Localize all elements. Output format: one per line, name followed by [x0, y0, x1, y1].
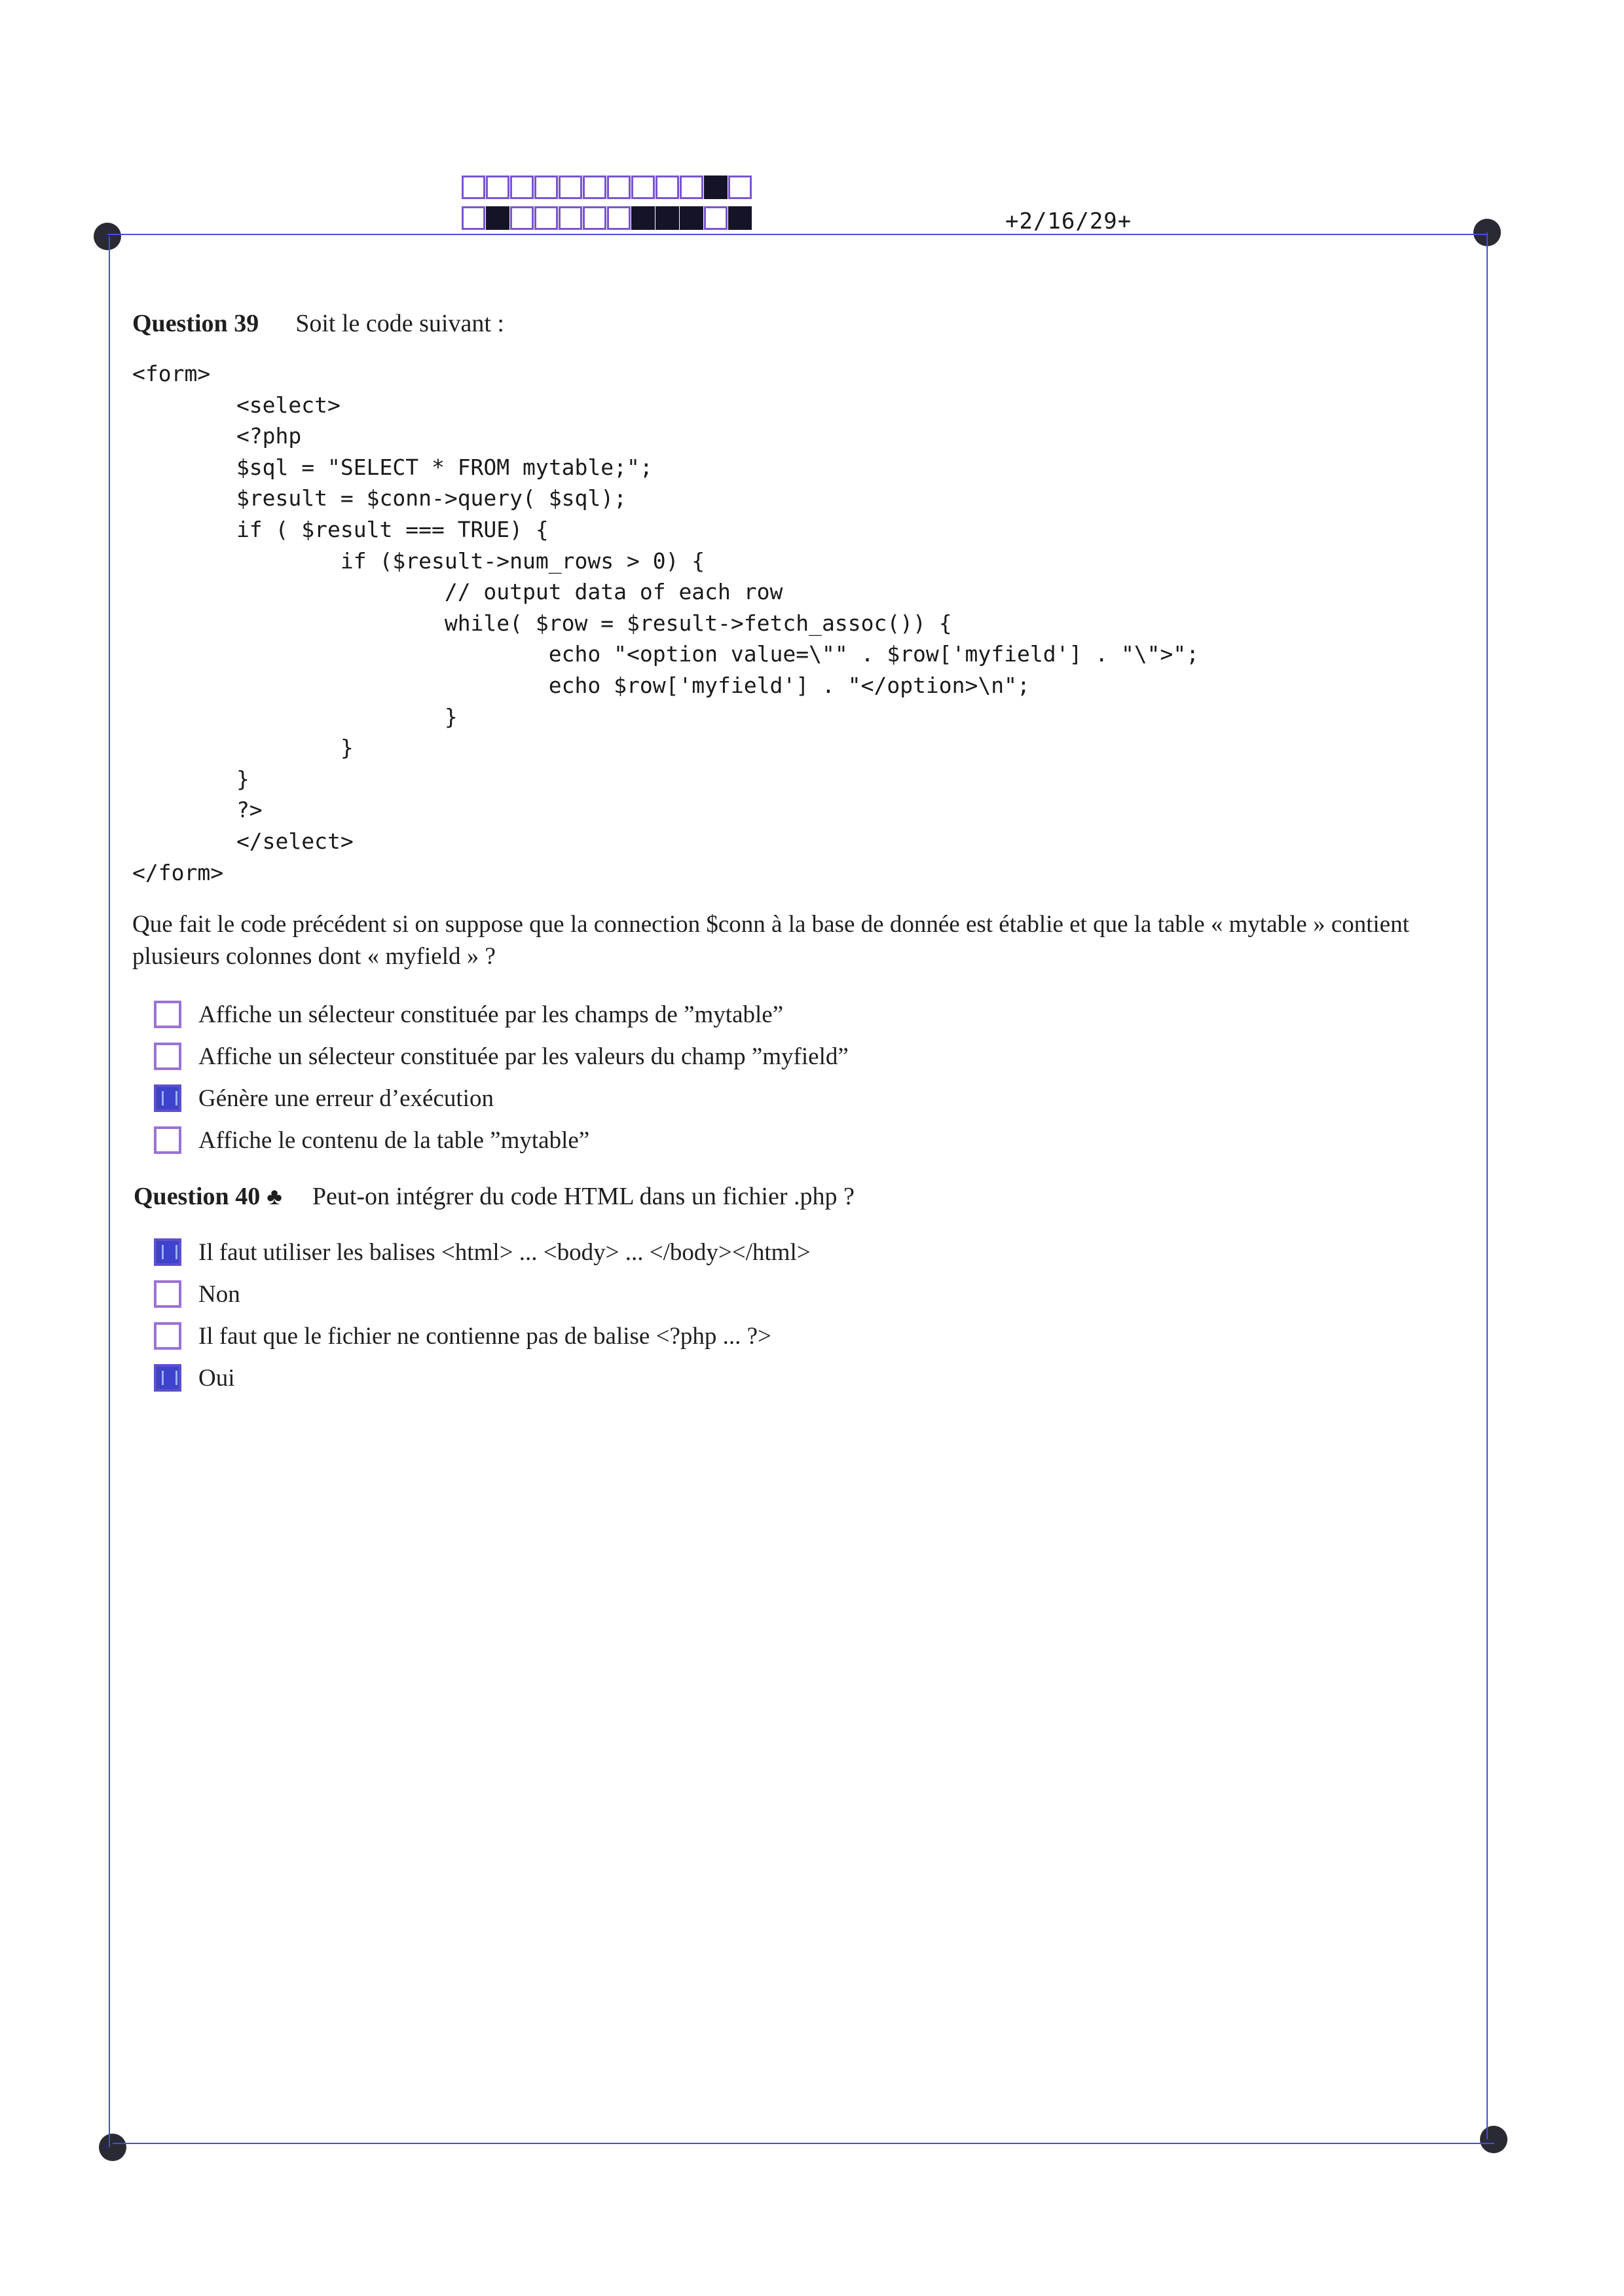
code-box: [704, 206, 728, 230]
frame-bottom: [113, 2143, 1494, 2144]
question-39-heading: [132, 309, 504, 338]
answer-text: Non: [198, 1280, 240, 1308]
answer-checkbox[interactable]: [154, 1238, 181, 1266]
code-box: [462, 176, 485, 199]
answer-text: Génère une erreur d’exécution: [198, 1084, 494, 1112]
answer-checkbox[interactable]: [154, 1126, 181, 1154]
club-icon: ♣: [267, 1183, 282, 1210]
code-box: [631, 176, 655, 199]
answer-option: [154, 1119, 849, 1161]
answer-option: [154, 1231, 811, 1273]
code-box: [559, 206, 582, 230]
answer-text: Il faut utiliser les balises <html> ... <body> ... </body></html>: [198, 1238, 811, 1266]
answer-text: Affiche le contenu de la table ”mytable”: [198, 1126, 590, 1154]
answer-text: Affiche un sélecteur constituée par les valeurs du champ ”myfield”: [198, 1043, 849, 1070]
corner-mark-bottom-right: [1480, 2126, 1507, 2153]
code-box: [728, 176, 752, 199]
code-box: [486, 206, 509, 230]
code-box: [583, 176, 606, 199]
answer-option: [154, 1077, 849, 1119]
answer-checkbox[interactable]: [154, 1084, 181, 1112]
frame-left: [109, 236, 110, 2147]
code-box: [631, 206, 655, 230]
page-id: +2/16/29+: [1005, 208, 1132, 234]
answer-option: [154, 1315, 811, 1357]
code-box: [704, 176, 728, 199]
question-39-answers: [154, 993, 849, 1161]
code-box: [510, 206, 534, 230]
answer-option: [154, 1273, 811, 1315]
code-box: [607, 176, 631, 199]
code-box: [583, 206, 606, 230]
question-40-heading: [134, 1182, 855, 1211]
answer-checkbox[interactable]: [154, 1364, 181, 1392]
code-box: [680, 176, 703, 199]
question-39-prompt: Que fait le code précédent si on suppose que la connection $conn à la base de donnée est établie et que la table « mytable » contient plusieurs colonnes dont « myfield » ?: [132, 911, 1409, 970]
question-text: Soit le code suivant :: [295, 310, 504, 337]
answer-text: Oui: [198, 1364, 235, 1392]
frame-right: [1486, 232, 1488, 2139]
question-label: Question 39: [132, 310, 259, 337]
code-box: [534, 176, 558, 199]
question-label: Question 40: [134, 1183, 261, 1210]
binary-code-row-1: [462, 176, 752, 200]
code-box: [559, 176, 582, 199]
answer-option: [154, 993, 849, 1035]
code-box: [486, 176, 509, 199]
answer-checkbox[interactable]: [154, 1043, 181, 1070]
code-box: [728, 206, 752, 230]
code-box: [607, 206, 631, 230]
code-box: [534, 206, 558, 230]
question-text: Peut-on intégrer du code HTML dans un fichier .php ?: [312, 1183, 855, 1210]
code-box: [462, 206, 485, 230]
code-box: [510, 176, 534, 199]
answer-checkbox[interactable]: [154, 1322, 181, 1350]
binary-code-row-2: [462, 206, 752, 231]
question-40-answers: [154, 1231, 811, 1399]
code-box: [655, 206, 679, 230]
answer-option: [154, 1357, 811, 1399]
php-code-block: <form> <select> <?php $sql = "SELECT * FROM mytable;"; $result = $conn->query( $sql); if ( $result === TRUE) { if ($result->num_rows > 0) { // output data of each row while( $row = $result->fetch_assoc()) { echo "<option value=\"" . $row['myfield'] . "\">"; echo $row['myfield'] . "</option>\n"; } } } ?> </select> </form>: [132, 361, 1200, 885]
code-box: [680, 206, 703, 230]
answer-checkbox[interactable]: [154, 1280, 181, 1308]
answer-checkbox[interactable]: [154, 1001, 181, 1028]
frame-top: [107, 234, 1488, 235]
answer-text: Affiche un sélecteur constituée par les champs de ”mytable”: [198, 1001, 784, 1028]
corner-mark-bottom-left: [99, 2134, 126, 2161]
corner-mark-top-left: [94, 223, 121, 250]
answer-text: Il faut que le fichier ne contienne pas de balise <?php ... ?>: [198, 1322, 771, 1350]
answer-option: [154, 1035, 849, 1077]
code-box: [655, 176, 679, 199]
